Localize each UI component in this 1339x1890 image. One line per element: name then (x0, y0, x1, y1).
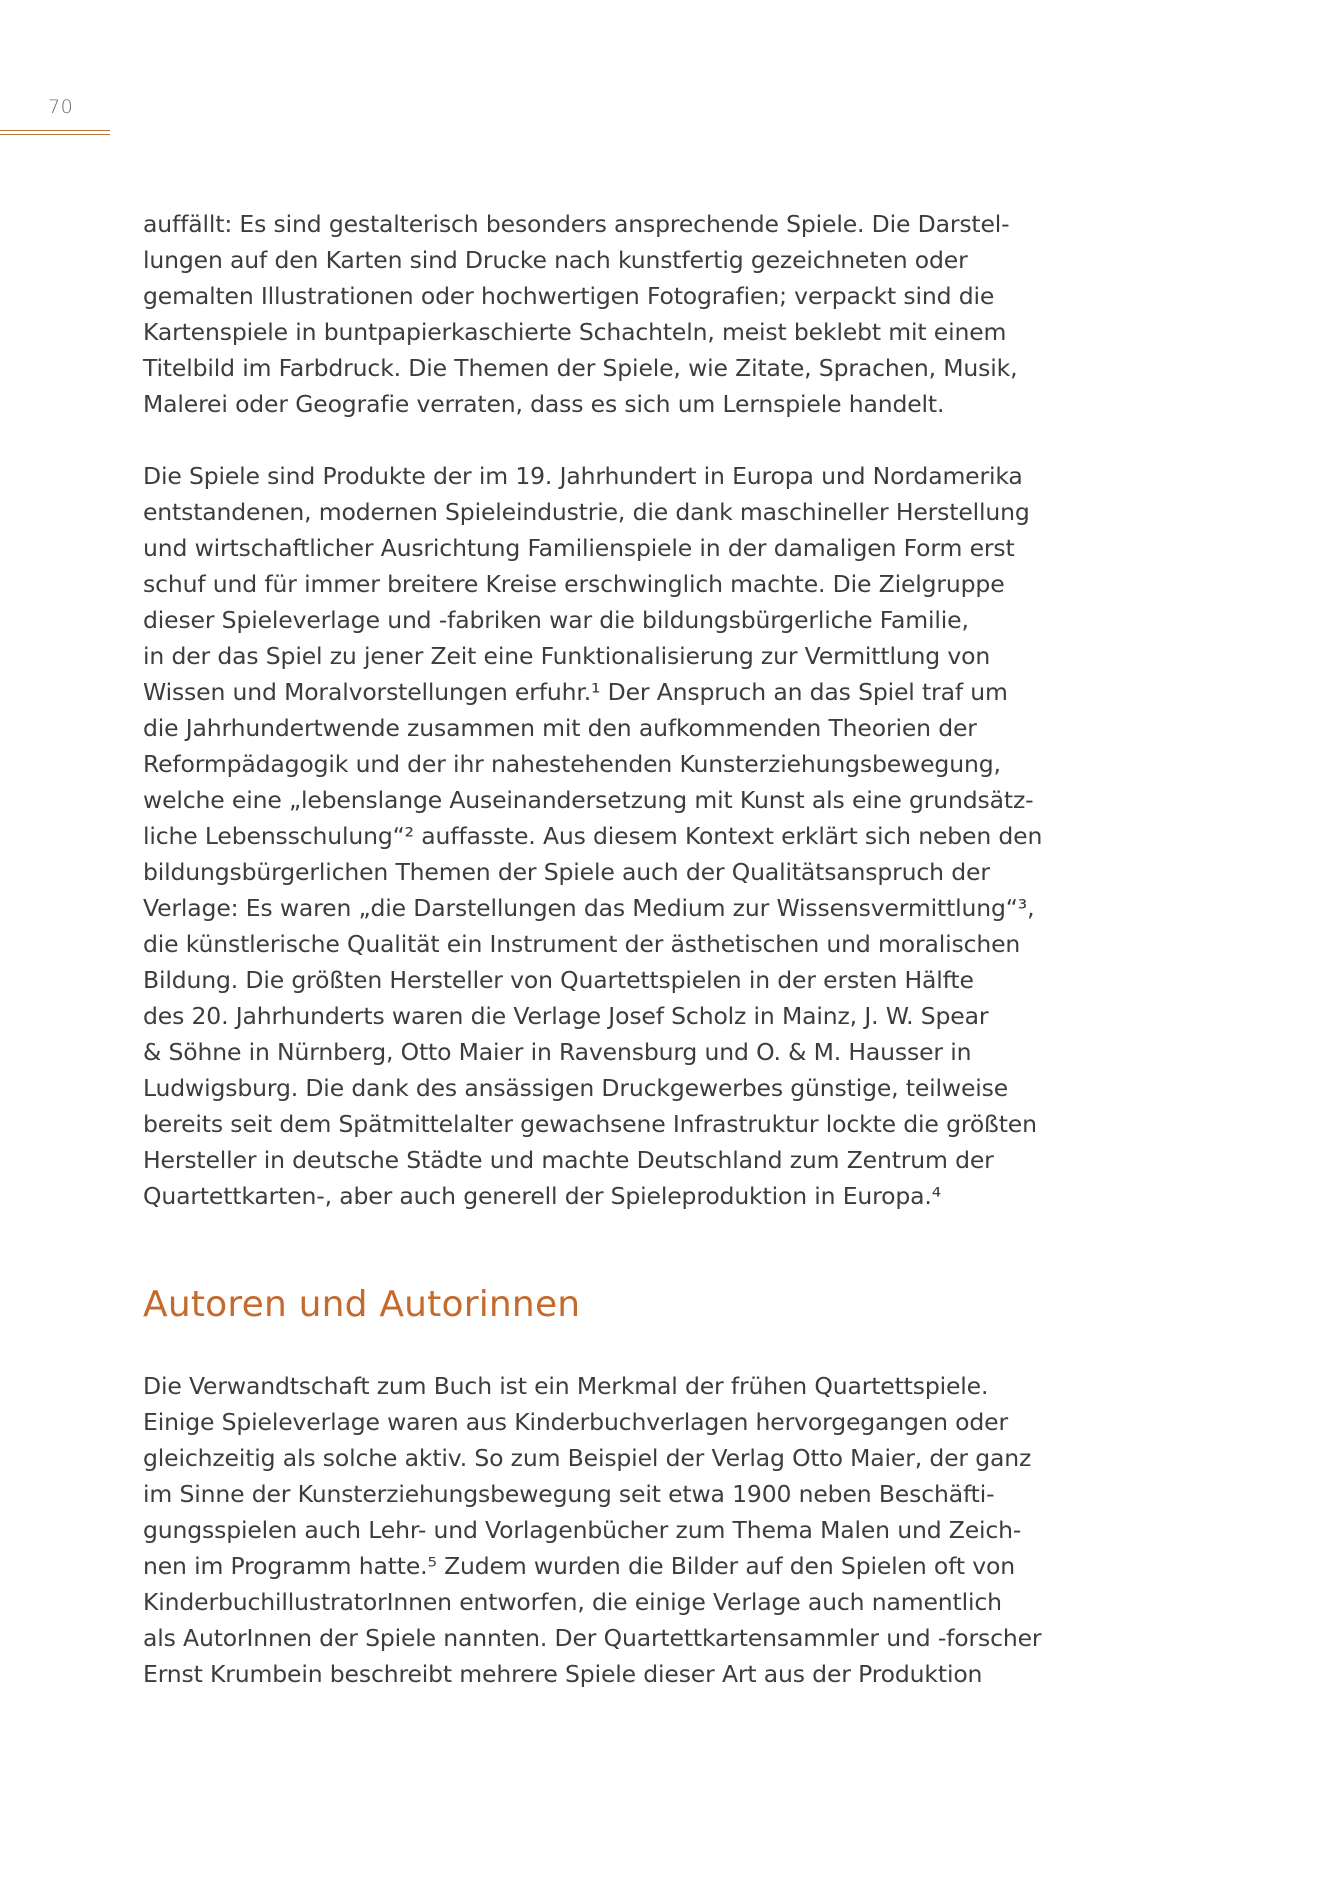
header-rule (0, 130, 110, 131)
text-line: gleichzeitig als solche aktiv. So zum Beispiel der Verlag Otto Maier, der ganz (143, 1444, 1032, 1472)
text-line: Ernst Krumbein beschreibt mehrere Spiele dieser Art aus der Produktion (143, 1660, 983, 1688)
text-line: & Söhne in Nürnberg, Otto Maier in Ravensburg und O. & M. Hausser in (143, 1038, 972, 1066)
text-line: Die Verwandtschaft zum Buch ist ein Merkmal der frühen Quartettspiele. (143, 1372, 989, 1400)
text-line: Wissen und Moralvorstellungen erfuhr.¹ Der Anspruch an das Spiel traf um (143, 678, 1008, 706)
text-line: und wirtschaftlicher Ausrichtung Familienspiele in der damaligen Form erst (143, 534, 1015, 562)
text-line: entstandenen, modernen Spieleindustrie, die dank maschineller Herstellung (143, 498, 1030, 526)
text-line: liche Lebensschulung“² auffasste. Aus diesem Kontext erklärt sich neben den (143, 822, 1043, 850)
paragraph-1 (143, 206, 1043, 422)
text-line: Kartenspiele in buntpapierkaschierte Schachteln, meist beklebt mit einem (143, 318, 1007, 346)
text-line: bereits seit dem Spätmittelalter gewachsene Infrastruktur lockte die größten (143, 1110, 1037, 1138)
text-line: Hersteller in deutsche Städte und machte Deutschland zum Zentrum der (143, 1146, 994, 1174)
text-line: Einige Spieleverlage waren aus Kinderbuchverlagen hervorgegangen oder (143, 1408, 1008, 1436)
text-line: die künstlerische Qualität ein Instrument der ästhetischen und moralischen (143, 930, 1021, 958)
text-line: Bildung. Die größten Hersteller von Quartettspielen in der ersten Hälfte (143, 966, 974, 994)
text-line: lungen auf den Karten sind Drucke nach kunstfertig gezeichneten oder (143, 246, 968, 274)
text-line: im Sinne der Kunsterziehungsbewegung seit etwa 1900 neben Beschäfti- (143, 1480, 995, 1508)
text-line: in der das Spiel zu jener Zeit eine Funktionalisierung zur Vermittlung von (143, 642, 991, 670)
paragraph-3 (143, 1368, 1043, 1692)
text-line: schuf und für immer breitere Kreise erschwinglich machte. Die Zielgruppe (143, 570, 1005, 598)
section-heading: Autoren und Autorinnen (143, 1284, 581, 1325)
text-line: die Jahrhundertwende zusammen mit den aufkommenden Theorien der (143, 714, 977, 742)
header-rule-secondary (0, 134, 110, 135)
text-line: Die Spiele sind Produkte der im 19. Jahrhundert in Europa und Nordamerika (143, 462, 1023, 490)
text-line: Malerei oder Geografie verraten, dass es sich um Lernspiele handelt. (143, 390, 945, 418)
text-line: Verlage: Es waren „die Darstellungen das Medium zur Wissensvermittlung“³, (143, 894, 1035, 922)
paragraph-2 (143, 458, 1043, 1214)
text-line: dieser Spieleverlage und -fabriken war die bildungsbürgerliche Familie, (143, 606, 969, 634)
text-line: KinderbuchillustratorInnen entworfen, die einige Verlage auch namentlich (143, 1588, 1002, 1616)
text-line: als AutorInnen der Spiele nannten. Der Quartettkartensammler und -forscher (143, 1624, 1042, 1652)
text-line: gemalten Illustrationen oder hochwertigen Fotografien; verpackt sind die (143, 282, 995, 310)
text-line: bildungsbürgerlichen Themen der Spiele auch der Qualitätsanspruch der (143, 858, 990, 886)
text-line: Quartettkarten-, aber auch generell der Spieleproduktion in Europa.⁴ (143, 1182, 941, 1210)
text-line: Ludwigsburg. Die dank des ansässigen Druckgewerbes günstige, teilweise (143, 1074, 1009, 1102)
text-line: Reformpädagogik und der ihr nahestehenden Kunsterziehungsbewegung, (143, 750, 1001, 778)
text-line: des 20. Jahrhunderts waren die Verlage Josef Scholz in Mainz, J. W. Spear (143, 1002, 989, 1030)
text-line: Titelbild im Farbdruck. Die Themen der Spiele, wie Zitate, Sprachen, Musik, (143, 354, 1018, 382)
text-line: auffällt: Es sind gestalterisch besonders ansprechende Spiele. Die Darstel- (143, 210, 1010, 238)
text-line: welche eine „lebenslange Auseinandersetzung mit Kunst als eine grundsätz- (143, 786, 1034, 814)
text-line: nen im Programm hatte.⁵ Zudem wurden die Bilder auf den Spielen oft von (143, 1552, 1015, 1580)
page-number: 70 (48, 96, 74, 118)
text-line: gungsspielen auch Lehr- und Vorlagenbücher zum Thema Malen und Zeich- (143, 1516, 1022, 1544)
